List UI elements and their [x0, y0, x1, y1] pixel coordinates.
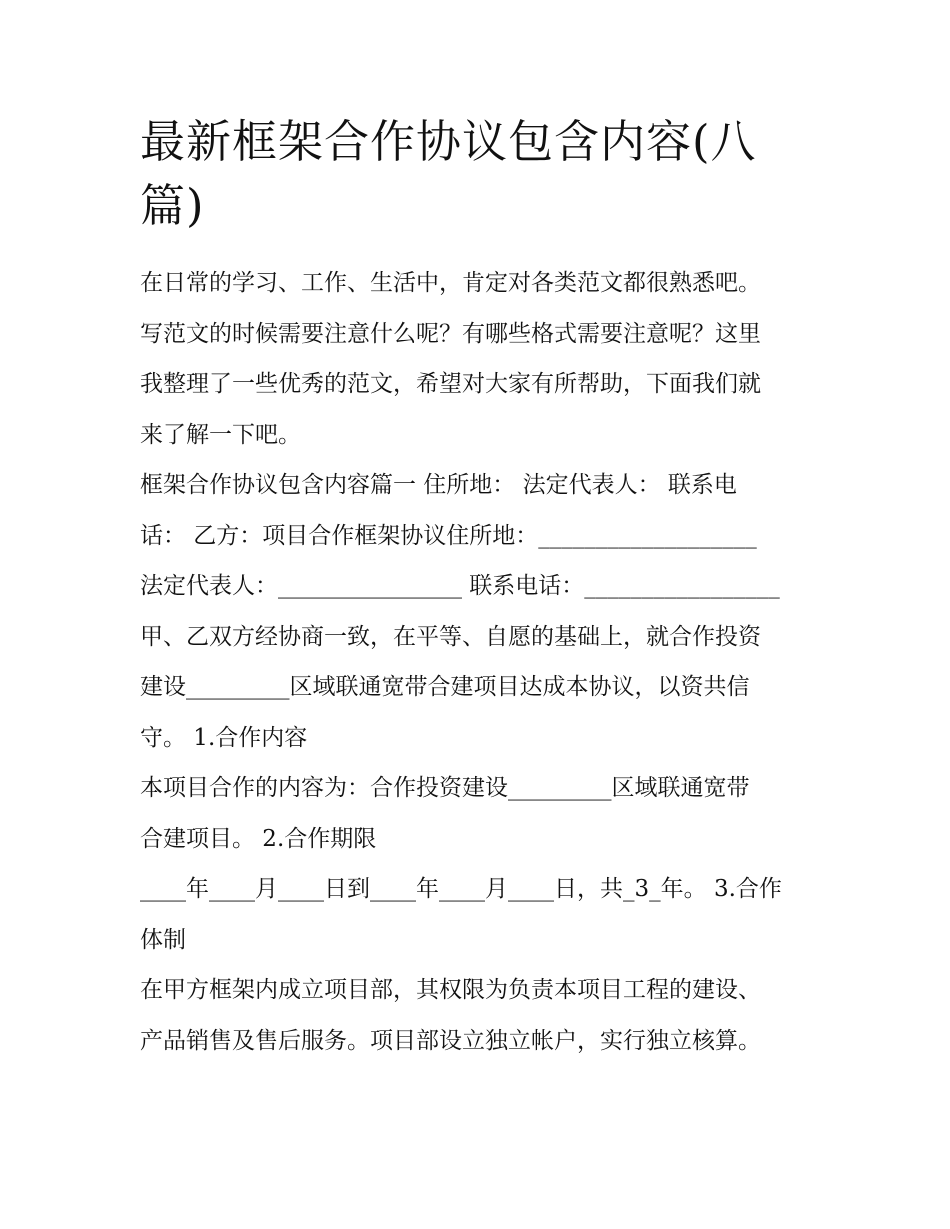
body-line-6: 话： 乙方：项目合作框架协议住所地：___________________	[140, 522, 757, 549]
body-line-2: 写范文的时候需要注意什么呢？有哪些格式需要注意呢？这里	[140, 320, 761, 347]
body-line-15: 在甲方框架内成立项目部，其权限为负责本项目工程的建设、	[140, 977, 761, 1003]
body-line-3: 我整理了一些优秀的范文，希望对大家有所帮助，下面我们就	[140, 371, 761, 397]
body-line-14: 体制	[140, 926, 186, 953]
body-line-13: ____年____月____日到____年____月____日，共_3_年。 3.合作	[140, 876, 782, 902]
body-line-4: 来了解一下吧。	[140, 421, 301, 448]
body-line-11: 本项目合作的内容为：合作投资建设_________区域联通宽带	[140, 775, 750, 801]
body-line-10: 守。 1.合作内容	[140, 724, 308, 751]
document-body	[140, 258, 812, 1066]
body-line-16: 产品销售及售后服务。项目部设立独立帐户，实行独立核算。	[140, 1027, 761, 1054]
body-line-7: 法定代表人：________________ 联系电话：_________________	[140, 573, 780, 599]
body-line-12: 合建项目。 2.合作期限	[140, 825, 377, 852]
body-line-1: 在日常的学习、工作、生活中，肯定对各类范文都很熟悉吧。	[140, 270, 761, 296]
body-line-9: 建设_________区域联通宽带合建项目达成本协议，以资共信	[140, 674, 750, 700]
body-line-8: 甲、乙双方经协商一致，在平等、自愿的基础上，就合作投资	[140, 623, 761, 650]
body-line-5: 框架合作协议包含内容篇一 住所地： 法定代表人： 联系电	[140, 472, 737, 498]
document-title: 最新框架合作协议包含内容(八篇)	[140, 115, 757, 232]
